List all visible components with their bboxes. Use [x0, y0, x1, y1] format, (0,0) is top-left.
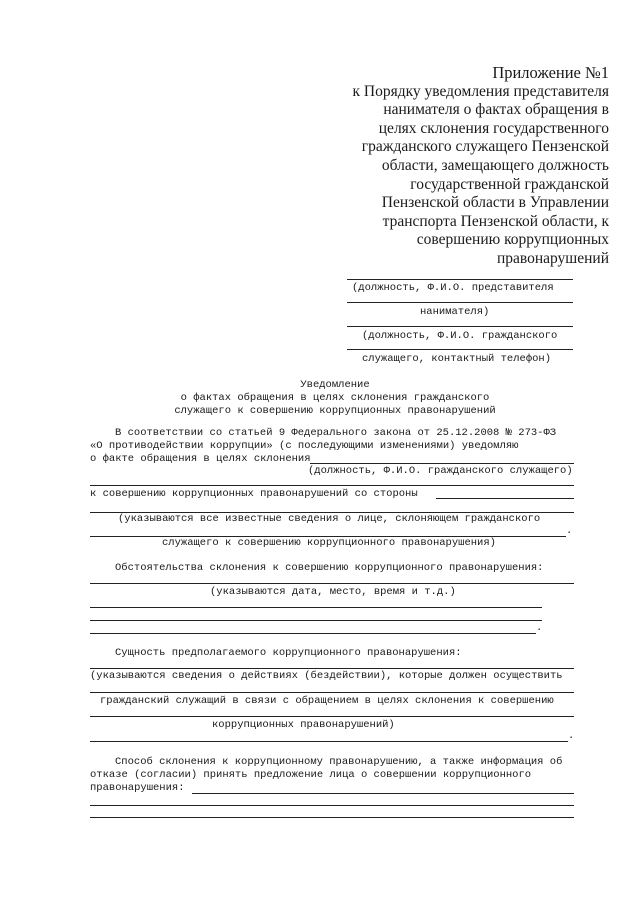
- addressee-hint: нанимателя): [420, 306, 490, 318]
- blank-line: [90, 668, 574, 669]
- blank-line: [90, 716, 574, 717]
- body-text: «О противодействии коррупции» (с последующими изменениями) уведомляю: [90, 440, 519, 452]
- blank-line: [90, 817, 574, 818]
- body-text: к совершению коррупционных правонарушений со стороны: [90, 488, 418, 500]
- appendix-line: целях склонения государственного: [378, 119, 609, 137]
- body-text: отказе (согласии) принять предложение лица о совершении коррупционного: [90, 769, 532, 781]
- blank-line: [90, 485, 574, 486]
- addressee-hint: (должность, Ф.И.О. гражданского: [362, 330, 558, 342]
- section-heading: Обстоятельства склонения к совершению коррупционного правонарушения:: [115, 562, 544, 574]
- addressee-hint: служащего, контактный телефон): [362, 353, 552, 365]
- appendix-line: нанимателя о фактах обращения в: [383, 101, 609, 119]
- field-hint: (указываются дата, место, время и т.д.): [210, 586, 456, 598]
- period: .: [568, 730, 575, 742]
- appendix-line: области, замещающего должность: [381, 156, 609, 174]
- body-text: Способ склонения к коррупционному правонарушению, а также информация об: [115, 756, 563, 768]
- blank-line: [90, 805, 574, 806]
- blank-line: [310, 463, 574, 464]
- section-heading: Сущность предполагаемого коррупционного правонарушения:: [115, 647, 462, 659]
- body-text: правонарушения:: [90, 782, 185, 794]
- appendix-line: Приложение №1: [492, 63, 609, 82]
- body-text: о факте обращения в целях склонения: [90, 453, 311, 465]
- field-hint: (должность, Ф.И.О. гражданского служащего): [308, 465, 573, 477]
- period: .: [566, 525, 573, 537]
- field-hint: (указываются все известные сведения о лице, склоняющем гражданского: [118, 513, 541, 525]
- addressee-blank-line: [347, 302, 573, 303]
- notice-title: Уведомление: [300, 379, 370, 391]
- blank-line: [90, 583, 574, 584]
- appendix-line: правонарушений: [496, 249, 609, 267]
- blank-line: [90, 692, 574, 693]
- addressee-blank-line: [347, 326, 573, 327]
- addressee-blank-line: [347, 279, 573, 280]
- addressee-hint: (должность, Ф.И.О. представителя: [352, 282, 554, 294]
- appendix-line: совершению коррупционных: [416, 231, 609, 249]
- appendix-block: [309, 64, 609, 269]
- notice-subtitle: о фактах обращения в целях склонения гражданского: [180, 392, 490, 404]
- body-text: В соответствии со статьей 9 Федерального закона от 25.12.2008 № 273-ФЗ: [115, 427, 557, 439]
- blank-line: [90, 620, 542, 621]
- blank-line: [90, 741, 568, 742]
- blank-line: [90, 633, 536, 634]
- field-hint: коррупционных правонарушений): [212, 719, 395, 731]
- period: .: [536, 622, 543, 634]
- blank-line: [90, 607, 542, 608]
- appendix-line: государственной гражданской: [410, 175, 609, 193]
- appendix-line: Пензенской области в Управлении: [381, 194, 609, 212]
- blank-line: [436, 498, 574, 499]
- appendix-line: гражданского служащего Пензенской: [361, 138, 609, 156]
- addressee-blank-line: [347, 349, 573, 350]
- notice-subtitle: служащего к совершению коррупционных правонарушений: [174, 405, 496, 417]
- field-hint: служащего к совершению коррупционного правонарушения): [162, 537, 496, 549]
- blank-line: [192, 793, 574, 794]
- appendix-line: к Порядку уведомления представителя: [352, 82, 609, 100]
- appendix-line: транспорта Пензенской области, к: [382, 212, 609, 230]
- field-hint: (указываются сведения о действиях (бездействии), которые должен осуществить: [90, 670, 563, 682]
- field-hint: гражданский служащий в связи с обращением в целях склонения к совершению: [100, 695, 554, 707]
